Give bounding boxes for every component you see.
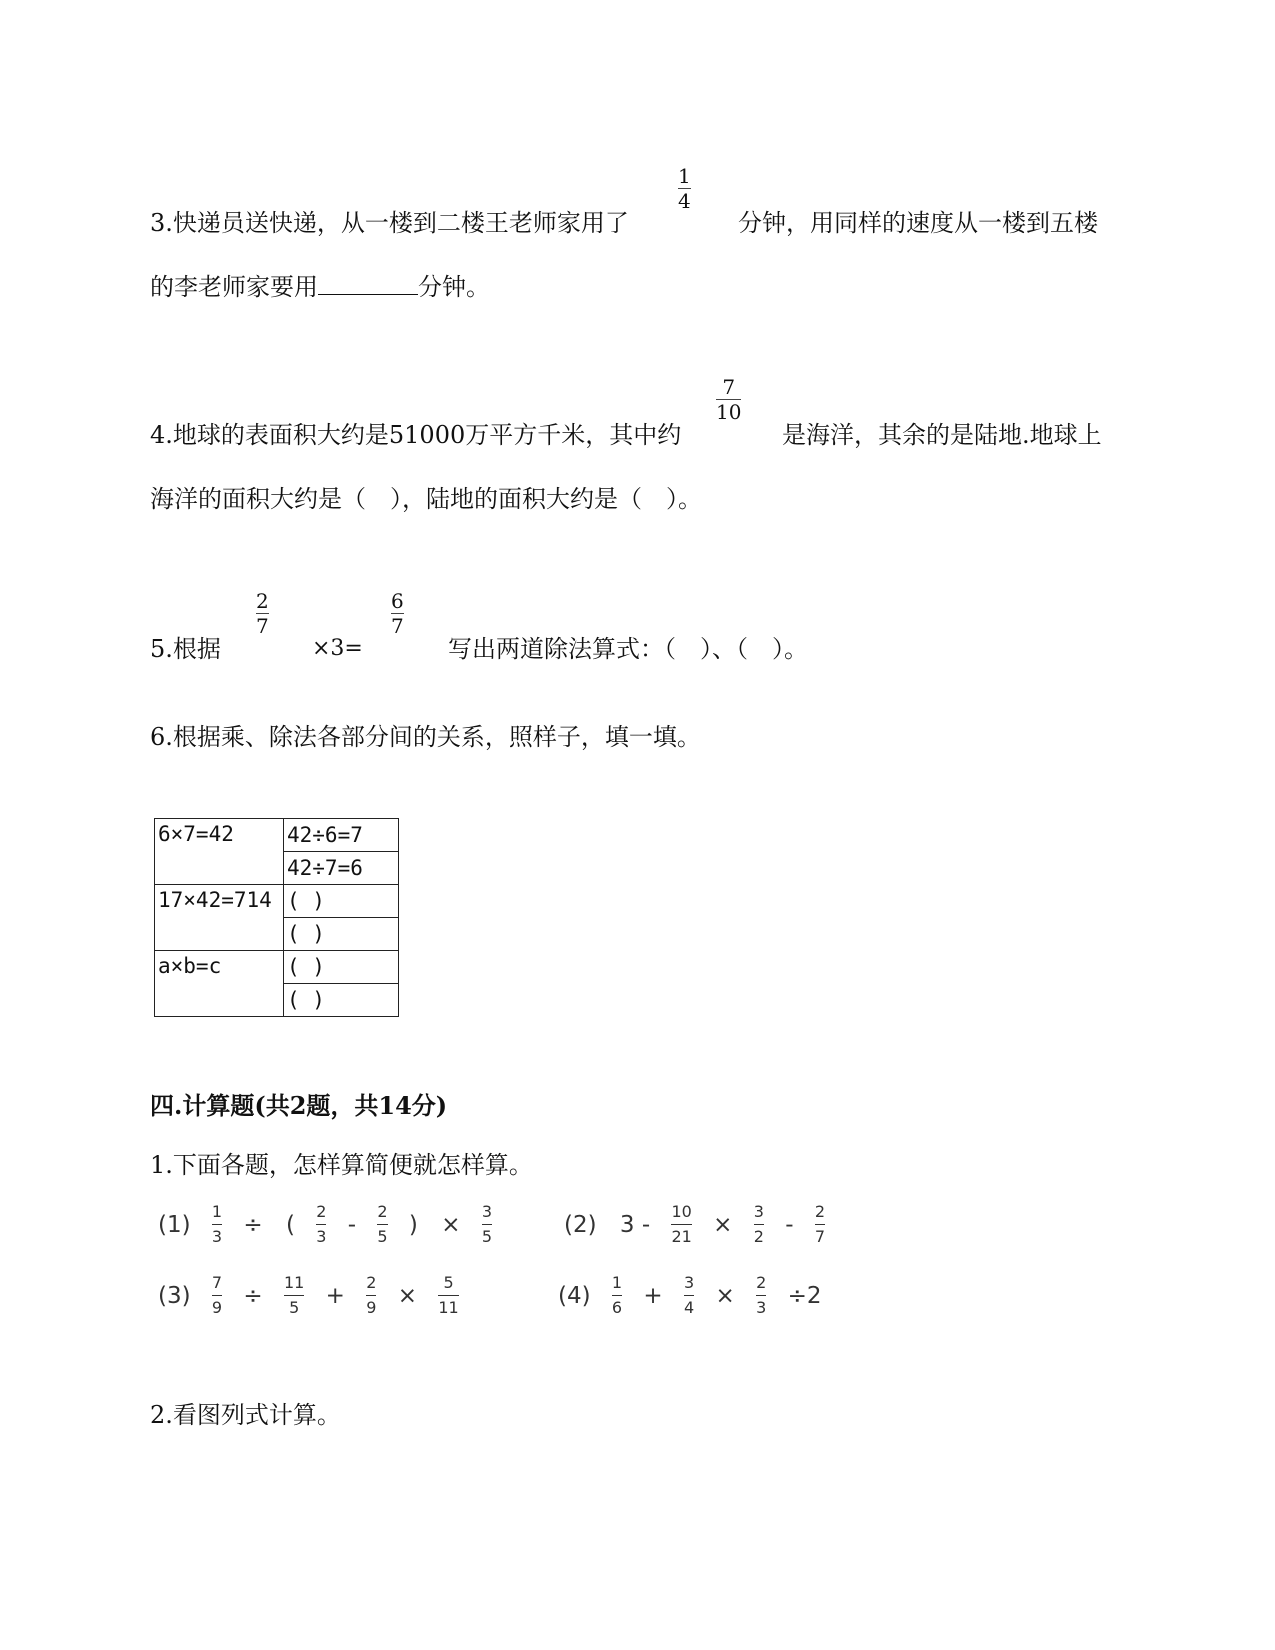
q4-line1-text: 4.地球的表面积大约是51000万平方千米，其中约: [150, 421, 682, 449]
table-row-3-right-2[interactable]: ( ): [284, 984, 399, 1017]
q5-lead-text: 5.根据: [150, 635, 221, 663]
q5-fraction-1: [256, 590, 269, 637]
q5-rest: 写出两道除法算式：（ ）、（ ）。: [448, 635, 808, 663]
q3-fraction: [678, 165, 691, 212]
calc-problem-4: (4) $\frac{1}{6}$ + $\frac{3}{4}$ × $\frac{2}{3}$ ÷2: [558, 1273, 822, 1317]
q4-line1-rest: 是海洋，其余的是陆地.地球上: [782, 421, 1102, 449]
q5-frac2-den: 7: [391, 614, 404, 638]
q5-frac1-den: 7: [256, 614, 269, 638]
q4-frac-den: 10: [716, 400, 742, 424]
q5-frac2-num: 6: [391, 589, 404, 613]
table-row-3-left: a×b=c: [155, 951, 284, 1017]
table-row-1-right-1: 42÷6=7: [284, 819, 399, 852]
calc-problem-3: (3) $\frac{7}{9}$ ÷ $\frac{11}{5}$ + $\frac{2}{9}$ × $\frac{5}{11}$: [158, 1273, 459, 1317]
relation-table: [154, 818, 399, 1017]
calc-problem-1: (1) $\frac{1}{3}$ ÷ ( $\frac{2}{3}$ - $\frac{2}{5}$ ) × $\frac{3}{5}$: [158, 1202, 492, 1246]
q3-line1-rest: 分钟，用同样的速度从一楼到五楼: [738, 209, 1098, 237]
q3-line2-text: 的李老师家要用: [150, 273, 318, 301]
table-row-2-right-2[interactable]: ( ): [284, 918, 399, 951]
q4-fraction: [716, 376, 741, 423]
q4-line2: 海洋的面积大约是（ ），陆地的面积大约是（ ）。: [150, 485, 702, 513]
calc-q1-text: 1.下面各题，怎样算简便就怎样算。: [150, 1151, 533, 1179]
q5-frac1-num: 2: [256, 589, 269, 613]
table-row-2-right-1[interactable]: ( ): [284, 885, 399, 918]
q5-operator: ×3=: [312, 636, 363, 661]
table-row-1-left: 6×7=42: [155, 819, 284, 885]
q3-frac-den: 4: [678, 189, 691, 213]
q3-frac-num: 1: [678, 164, 691, 188]
calc-problem-2: (2) 3 - $\frac{10}{21}$ × $\frac{3}{2}$ - $\frac{2}{7}$: [564, 1202, 826, 1246]
calc-q2-text: 2.看图列式计算。: [150, 1401, 341, 1429]
q4-frac-num: 7: [722, 375, 736, 399]
q3-line2: [150, 272, 490, 302]
q6-text: 6.根据乘、除法各部分间的关系，照样子，填一填。: [150, 723, 701, 751]
q3-line1-text: 3.快递员送快递，从一楼到二楼王老师家用了: [150, 209, 629, 237]
q3-line2-end: 分钟。: [418, 273, 490, 301]
table-row-1-right-2: 42÷7=6: [284, 852, 399, 885]
section-heading: 四.计算题(共2题，共14分): [150, 1091, 448, 1120]
q5-fraction-2: [391, 590, 404, 637]
table-row-3-right-1[interactable]: ( ): [284, 951, 399, 984]
q3-answer-blank[interactable]: [318, 272, 418, 295]
table-row-2-left: 17×42=714: [155, 885, 284, 951]
